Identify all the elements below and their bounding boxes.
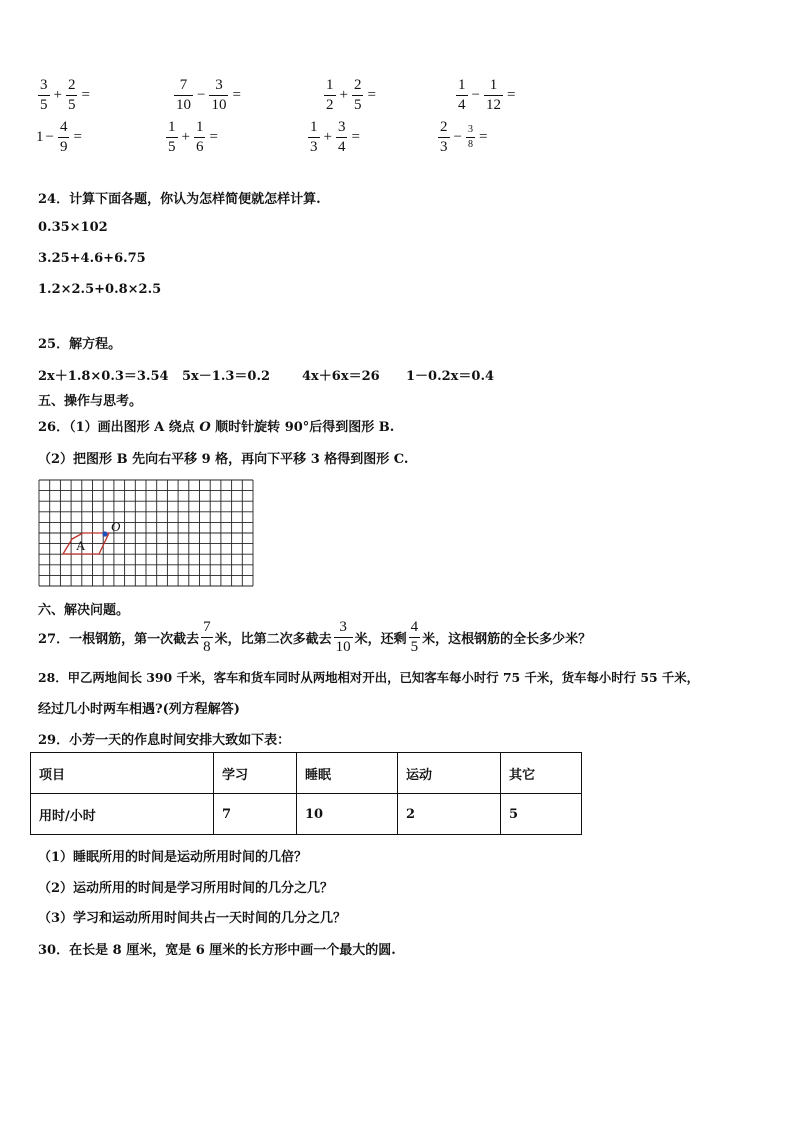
question-29-title: 29．小芳一天的作息时间安排大致如下表： bbox=[38, 733, 291, 748]
question-29-sub: （2）运动所用的时间是学习所用时间的几分之几？ bbox=[38, 881, 334, 896]
fraction-expr-6: $\frac{1}{5}$ + $\frac{1}{6}$ = bbox=[168, 119, 218, 155]
fraction: $\frac{1}{2}$ bbox=[326, 77, 334, 113]
question-28-line-2: 经过几小时两车相遇?(列方程解答) bbox=[38, 702, 240, 717]
shape-a-label: A bbox=[76, 538, 86, 553]
fraction-expr-4: $\frac{1}{4}$ − $\frac{1}{12}$ = bbox=[458, 77, 516, 113]
table-cell: 其它 bbox=[501, 753, 582, 794]
fraction: $\frac{3}{5}$ bbox=[40, 77, 48, 113]
question-25-title: 25．解方程。 bbox=[38, 337, 122, 352]
equation: 5x－1.3＝0.2 bbox=[182, 369, 271, 384]
question-28-line-1: 28．甲乙两地间长 390 千米，客车和货车同时从两地相对开出，已知客车每小时行 75 千米，货车每小时行 55 千米， bbox=[38, 670, 700, 685]
question-24-item: 3.25+4.6+6.75 bbox=[38, 251, 146, 266]
table-cell: 运动 bbox=[398, 753, 501, 794]
question-26-line-1: 26．（1）画出图形 A 绕点 O 顺时针旋转 90°后得到图形 B. bbox=[38, 420, 395, 435]
point-o bbox=[102, 531, 107, 536]
fraction: $\frac{7}{8}$ bbox=[203, 619, 211, 655]
fraction: $\frac{4}{5}$ bbox=[410, 619, 419, 655]
question-29-sub: （3）学习和运动所用时间共占一天时间的几分之几？ bbox=[38, 911, 347, 926]
equation: 2x＋1.8×0.3＝3.54 bbox=[38, 369, 169, 384]
table-row bbox=[31, 753, 582, 794]
fraction-expr-7: $\frac{1}{3}$ + $\frac{3}{4}$ = bbox=[310, 119, 360, 155]
fraction: $\frac{3}{10}$ bbox=[211, 77, 227, 113]
question-24-item: 0.35×102 bbox=[38, 220, 108, 235]
section-heading: 五、操作与思考。 bbox=[38, 394, 143, 409]
question-24-title: 24．计算下面各题，你认为怎样简便就怎样计算. bbox=[38, 192, 321, 207]
table-cell: 学习 bbox=[214, 753, 297, 794]
table-cell: 7 bbox=[214, 794, 297, 835]
fraction: $\frac{2}{3}$ bbox=[440, 119, 448, 155]
grid-lines bbox=[39, 480, 253, 586]
equation: 1－0.2x＝0.4 bbox=[406, 369, 495, 384]
table-cell: 10 bbox=[297, 794, 398, 835]
fraction-expr-3: $\frac{1}{2}$ + $\frac{2}{5}$ = bbox=[326, 77, 376, 113]
section-heading: 六、解决问题。 bbox=[38, 603, 130, 618]
question-24-item: 1.2×2.5+0.8×2.5 bbox=[38, 282, 162, 297]
fraction: $\frac{3}{10}$ bbox=[335, 619, 351, 655]
table-cell: 2 bbox=[398, 794, 501, 835]
fraction: $\frac{2}{5}$ bbox=[67, 77, 76, 113]
grid-figure bbox=[38, 479, 256, 593]
equation: 4x＋6x＝26 bbox=[302, 369, 380, 384]
fraction-expr-2: $\frac{7}{10}$ − $\frac{3}{10}$ = bbox=[176, 77, 241, 113]
table-row bbox=[31, 794, 582, 835]
fraction: $\frac{1}{5}$ bbox=[168, 119, 176, 155]
table-cell: 用时/小时 bbox=[31, 794, 214, 835]
fraction: $\frac{3}{4}$ bbox=[337, 119, 346, 155]
fraction-expr-5: 1 − $\frac{4}{9}$ = bbox=[36, 119, 82, 155]
question-27: 27．一根钢筋，第一次截去 $\frac{7}{8}$ 米，比第二次多截去 $\frac{3}{10}$ 米，还剩 $\frac{4}{5}$ 米，这根钢筋的全长多少米？ bbox=[38, 619, 592, 655]
fraction-expr-8: $\frac{2}{3}$ − $\frac{3}{8}$ = bbox=[440, 119, 488, 155]
schedule-table bbox=[30, 752, 582, 835]
question-29-sub: （1）睡眠所用的时间是运动所用时间的几倍？ bbox=[38, 850, 308, 865]
fraction: $\frac{7}{10}$ bbox=[176, 77, 191, 113]
fraction: $\frac{1}{3}$ bbox=[310, 119, 318, 155]
table-cell: 项目 bbox=[31, 753, 214, 794]
point-o-label: O bbox=[111, 519, 121, 534]
fraction-expr-1: $\frac{3}{5}$ + $\frac{2}{5}$ = bbox=[40, 77, 90, 113]
question-26-line-2: （2）把图形 B 先向右平移 9 格，再向下平移 3 格得到图形 C. bbox=[38, 452, 409, 467]
table-cell: 5 bbox=[501, 794, 582, 835]
point-o-label: O bbox=[199, 420, 211, 435]
fraction: $\frac{1}{4}$ bbox=[458, 77, 466, 113]
fraction: $\frac{1}{6}$ bbox=[195, 119, 204, 155]
fraction: $\frac{3}{8}$ bbox=[467, 124, 473, 150]
fraction: $\frac{2}{5}$ bbox=[353, 77, 362, 113]
grid-svg bbox=[38, 479, 256, 589]
fraction: $\frac{4}{9}$ bbox=[59, 119, 68, 155]
question-30: 30．在长是 8 厘米，宽是 6 厘米的长方形中画一个最大的圆. bbox=[38, 943, 396, 958]
fraction: $\frac{1}{12}$ bbox=[485, 77, 501, 113]
table-cell: 睡眠 bbox=[297, 753, 398, 794]
